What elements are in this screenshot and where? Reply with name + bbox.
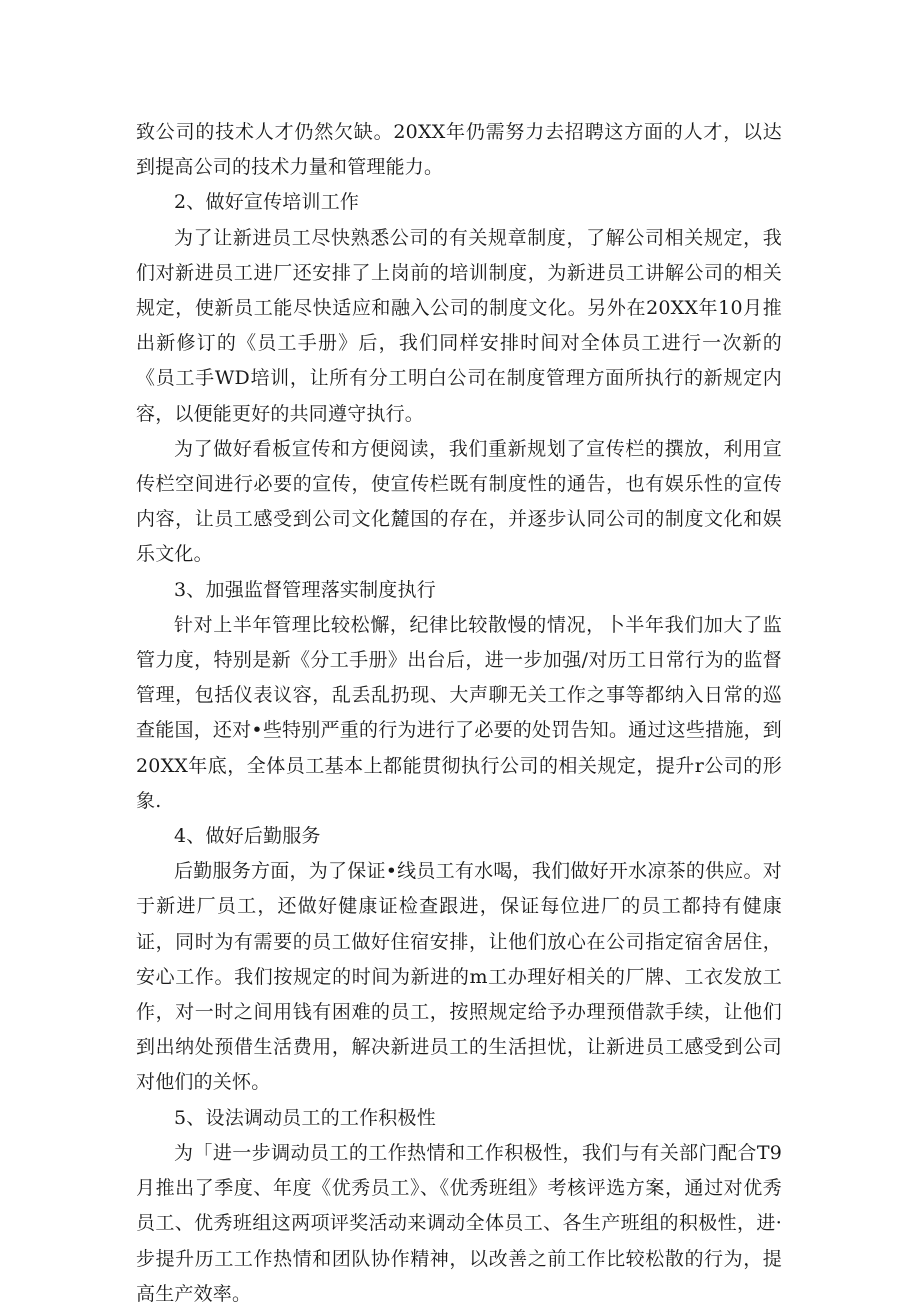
paragraph-motivation: 为「进一步调动员工的工作热情和工作积极性，我们与有关部门配合T9月推出了季度、年度《优秀员工》、《优秀班组》考核评选方案，通过对优秀员工、优秀班组这两项评奖活动来调动全体员工、各生产班组的积极性，进·步提升历工工作热情和团队协作精神，以改善之前工作比较松散的行为，提高生产效率。 (136, 1141, 782, 1305)
paragraph-training: 为了让新进员工尽快熟悉公司的有关规章制度，了解公司相关规定，我们对新进员工进厂还安排了上岗前的培训制度，为新进员工讲解公司的相关规定，使新员工能尽快适应和融入公司的制度文化。另外在20XX年10月推出新修订的《员工手册》后，我们同样安排时间对全体员工进行一次新的《员工手WD培训，让所有分工明白公司在制度管理方面所执行的新规定内容，以便能更好的共同遵守执行。 (136, 226, 782, 425)
document-body (136, 115, 782, 1312)
section-heading-5: 5、设法调动员工的工作积极性 (174, 1106, 436, 1129)
paragraph-logistics: 后勤服务方面，为了保证•线员工有水喝，我们做好开水凉茶的供应。对于新进厂员工，还做好健康证检查跟进，保证每位进厂的员工都持有健康证，同时为有需要的员工做好住宿安排，让他们放心在公司指定宿舍居住，安心工作。我们按规定的时间为新进的m工办理好相关的厂牌、工衣发放工作，对一时之间用钱有困难的员工，按照规定给予办理预借款手续，让他们到出纳处预借生活费用，解决新进员工的生活担忧，让新进员工感受到公司对他们的关怀。 (136, 860, 782, 1094)
paragraph-bulletin-board: 为了做好看板宣传和方便阅读，我们重新规划了宣传栏的撰放，利用宣传栏空间进行必要的宣传，使宣传栏既有制度性的通告，也有娱乐性的宣传内容，让员工感受到公司文化麓国的存在，并逐步认同公司的制度文化和娱乐文化。 (136, 437, 782, 566)
section-heading-4: 4、做好后勤服务 (174, 825, 321, 848)
paragraph-continuation: 致公司的技术人才仍然欠缺。20XX年仍需努力去招聘这方面的人才，以达到提高公司的技术力量和管理能力。 (136, 121, 782, 179)
section-heading-3: 3、加强监督管理落实制度执行 (174, 578, 436, 601)
paragraph-supervision: 针对上半年管理比较松懈，纪律比较散慢的情况，卜半年我们加大了监管力度，特别是新《分工手册》出台后，进一步加强/对历工日常行为的监督管理，包括仪表议容，乱丢乱扔现、大声聊无关工作之事等都纳入日常的巡查能国，还对•些特别严重的行为进行了必要的处罚告知。通过这些措施，到20XX年底，全体员工基本上都能贯彻执行公司的相关规定，提升r公司的形象. (136, 613, 782, 812)
section-heading-2: 2、做好宣传培训工作 (174, 191, 360, 214)
